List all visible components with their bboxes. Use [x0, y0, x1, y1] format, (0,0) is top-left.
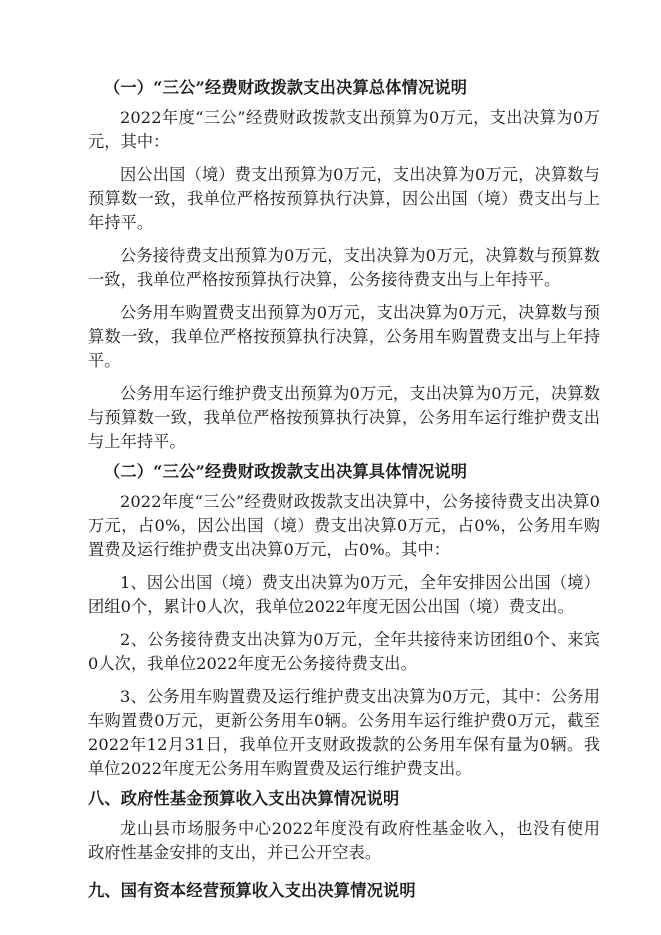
section-heading-9: 九、国有资本经营预算收入支出决算情况说明 [88, 881, 416, 900]
paragraph: 2022年度“三公”经费财政拨款支出预算为0万元，支出决算为0万元，其中： [88, 108, 600, 151]
paragraph: 公务用车购置费支出预算为0万元，支出决算为0万元，决算数与预算数一致，我单位严格按预算执行决算，公务用车购置费支出与上年持平。 [88, 303, 600, 370]
paragraph: 1、因公出国（境）费支出决算为0万元，全年安排因公出国（境）团组0个，累计0人次，我单位2022年度无因公出国（境）费支出。 [88, 573, 600, 616]
section-heading-8: 八、政府性基金预算收入支出决算情况说明 [88, 789, 400, 808]
section-heading-1: （一）“三公”经费财政拨款支出决算总体情况说明 [104, 78, 468, 97]
document-page [88, 76, 600, 903]
paragraph: 公务用车运行维护费支出预算为0万元，支出决算为0万元，决算数与预算数一致，我单位严格按预算执行决算，公务用车运行维护费支出与上年持平。 [88, 384, 600, 451]
paragraph: 3、公务用车购置费及运行维护费支出决算为0万元，其中：公务用车购置费0万元，更新公务用车0辆。公务用车运行维护费0万元，截至2022年12月31日，我单位开支财政拨款的公务用车保有量为0辆。我单位2022年度无公务用车购置费及运行维护费支出。 [88, 687, 600, 778]
paragraph: 龙山县市场服务中心2022年度没有政府性基金收入，也没有使用政府性基金安排的支出，并已公开空表。 [88, 819, 600, 862]
paragraph: 因公出国（境）费支出预算为0万元，支出决算为0万元，决算数与预算数一致，我单位严格按预算执行决算，因公出国（境）费支出与上年持平。 [88, 165, 600, 232]
paragraph: 2、公务接待费支出决算为0万元，全年共接待来访团组0个、来宾0人次，我单位2022年度无公务接待费支出。 [88, 630, 600, 673]
paragraph: 公务接待费支出预算为0万元，支出决算为0万元，决算数与预算数一致，我单位严格按预算执行决算，公务接待费支出与上年持平。 [88, 246, 600, 289]
section-heading-2: （二）“三公”经费财政拨款支出决算具体情况说明 [104, 462, 468, 481]
paragraph: 2022年度“三公”经费财政拨款支出决算中，公务接待费支出决算0万元，占0%，因公出国（境）费支出决算0万元，占0%，公务用车购置费及运行维护费支出决算0万元，占0%。其中： [88, 492, 600, 559]
